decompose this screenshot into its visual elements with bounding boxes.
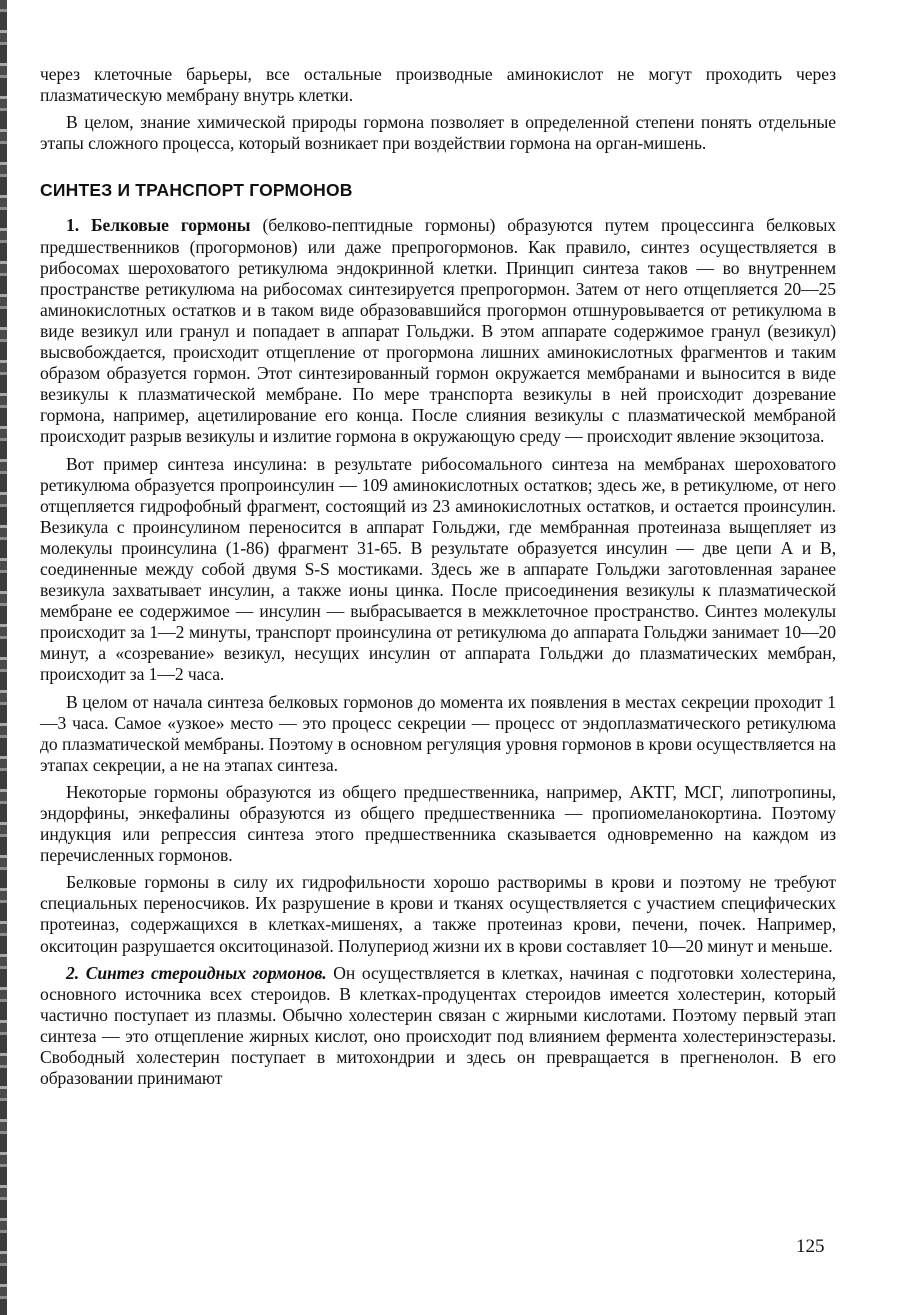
paragraph-hydrophilicity: Белковые гормоны в силу их гидрофильности хорошо растворимы в крови и поэтому не требуют специальных переносчиков. Их разрушение в крови и тканях осуществляется с участием специфических протеиназ, содержащихся в клетках-мишенях, а также протеиназ крови, печени, почек. Например, окситоцин разрушается окситоциназой. Полупериод жизни их в крови составляет 10—20 минут и меньше. (40, 872, 836, 956)
paragraph-lead-steroid: 2. Синтез стероидных гормонов. (66, 962, 327, 983)
page-number: 125 (796, 1236, 825, 1257)
paragraph-protein-hormones (40, 215, 836, 447)
paragraph-common-precursor: Некоторые гормоны образуются из общего предшественника, например, АКТГ, МСГ, липотропины, эндорфины, энкефалины образуются из общего предшественника — пропиомеланокортина. Поэтому индукция или репрессия синтеза этого предшественника сказывается одновременно на каждом из перечисленных гормонов. (40, 781, 836, 866)
paragraph-insulin-example: Вот пример синтеза инсулина: в результате рибосомального синтеза на мембранах шероховатого ретикулюма образуется пропроинсулин — 109 аминокислотных остатков; здесь же, в ретикулюме, от него отщепляется гидрофобный фрагмент, состоящий из 23 аминокислотных остатков, и остается проинсулин. Везикула с проинсулином переносится в аппарат Гольджи, где мембранная протеиназа выщепляет из молекулы проинсулина (1-86) фрагмент 31-65. В результате образуется инсулин — две цепи А и В, соединенные между собой двумя S-S мостиками. Здесь же в аппарате Гольджи заготовленная заранее везикула захватывает инсулин, а также ионы цинка. После присоединения везикулы к плазматической мембране ее содержимое — инсулин — выбрасывается в межклеточное пространство. Синтез молекулы происходит за 1—2 минуты, транспорт проинсулина от ретикулюма до аппарата Гольджи занимает 10—20 минут, а «созревание» везикул, несущих инсулин от аппарата Гольджи до плазматических мембран, происходит за 1—2 часа. (40, 453, 836, 685)
intro-paragraph-1: через клеточные барьеры, все остальные производные аминокислот не могут проходить через плазматическую мембрану внутрь клетки. (40, 64, 836, 106)
intro-paragraph-2: В целом, знание химической природы гормона позволяет в определенной степени понять отдельные этапы сложного процесса, который возникает при воздействии гормона на орган-мишень. (40, 112, 836, 154)
paragraph-lead-protein: 1. Белковые гормоны (66, 215, 251, 236)
scan-binding-edge (0, 0, 7, 1315)
page-body (40, 64, 836, 1095)
section-title: СИНТЕЗ И ТРАНСПОРТ ГОРМОНОВ (40, 180, 353, 201)
paragraph-secretion-time: В целом от начала синтеза белковых гормонов до момента их появления в местах секреции проходит 1—3 часа. Самое «узкое» место — это процесс секреции — процесс от эндоплазматического ретикулюма до плазматической мембраны. Поэтому в основном регуляция уровня гормонов в крови осуществляется на этапах секреции, а не на этапах синтеза. (40, 691, 836, 775)
paragraph-text-protein: (белково-пептидные гормоны) образуются путем процессинга белковых предшественников (прогормонов) или даже препрогормонов. Как правило, синтез осуществляется в рибосомах шероховатого ретикулюма эндокринной клетки. Принцип синтеза таков — во внутреннем пространстве ретикулюма на рибосомах синтезируется препрогормон. Затем от него отщепляется 20—25 аминокислотных остатков и в таком виде образовавшийся прогормон отшнуровывается от ретикулюма в виде везикул или гранул и попадает в аппарат Гольджи. В этом аппарате содержимое гранул (везикул) высвобождается, происходит отщепление от прогормона лишних аминокислотных фрагментов и таким образом образуется гормон. Этот синтезированный гормон окружается мембранами и выносится в виде везикулы к плазматической мембране. По мере транспорта везикулы в ней происходит дозревание гормона, например, ацетилирование его конца. После слияния везикулы с плазматической мембраной происходит разрыв везикулы и излитие гормона в окружающую среду — происходит явление экзоцитоза. (40, 215, 836, 447)
paragraph-text-steroid: Он осуществляется в клетках, начиная с подготовки холестерина, основного источника всех стероидов. В клетках-продуцентах стероидов имеется холестерин, который частично поступает из плазмы. Обычно холестерин связан с жирными кислотами. Поэтому первый этап синтеза — это отщепление жирных кислот, оно происходит под влиянием фермента холестеринэстеразы. Свободный холестерин поступает в митохондрии и здесь он превращается в прегненолон. В его образовании принимают (40, 962, 836, 1089)
paragraph-steroid-synthesis (40, 963, 836, 1090)
